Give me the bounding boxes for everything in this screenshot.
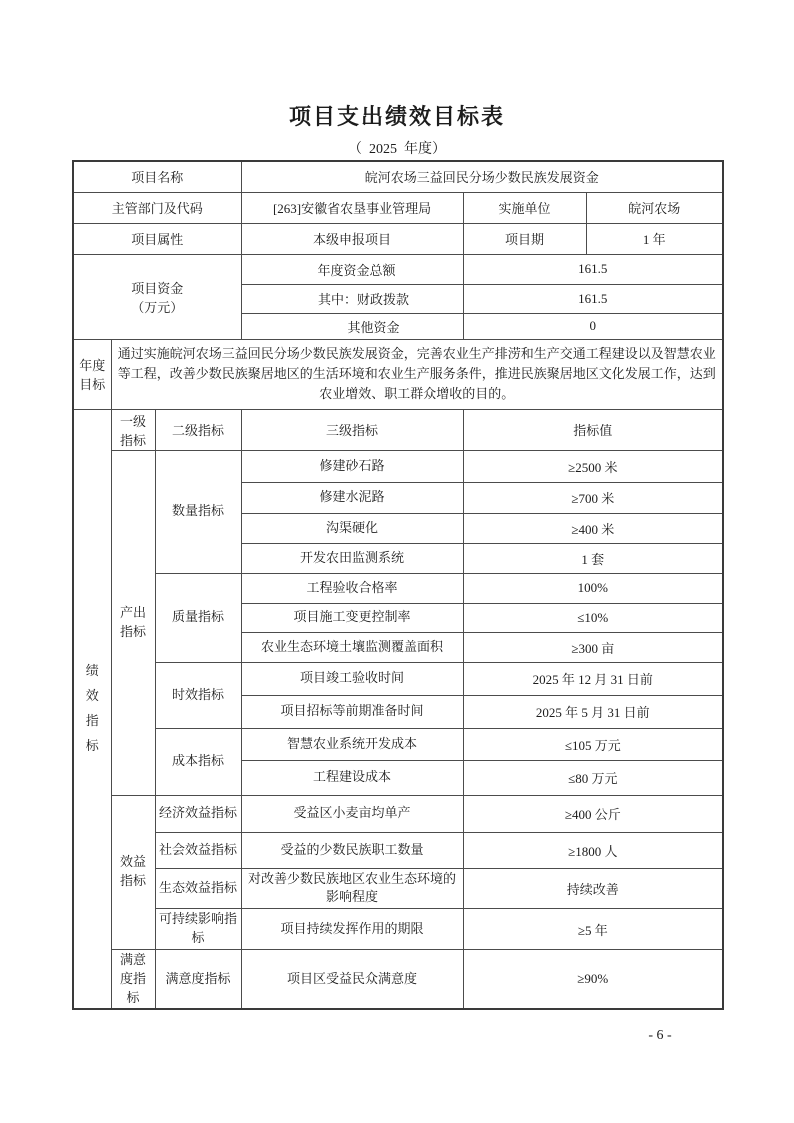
level1-output: 产出指标 [111,450,155,795]
indicator-name: 受益的少数民族职工数量 [241,832,463,868]
dept-value: [263]安徽省农垦事业管理局 [241,192,463,223]
funding-fiscal-value: 161.5 [463,284,723,313]
header-value: 指标值 [463,409,723,450]
funding-other-value: 0 [463,313,723,339]
indicator-value: ≥2500 米 [463,450,723,482]
funding-total-label: 年度资金总额 [241,254,463,284]
performance-indicator-side-label: 绩效指标 [73,409,111,1009]
indicator-name: 修建砂石路 [241,450,463,482]
period-label: 项目期 [463,223,586,254]
indicator-value: ≥700 米 [463,482,723,513]
dept-label: 主管部门及代码 [73,192,241,223]
header-level3: 三级指标 [241,409,463,450]
level2-cost: 成本指标 [155,728,241,795]
indicator-header-row [73,409,723,450]
header-level2: 二级指标 [155,409,241,450]
indicator-name: 项目竣工验收时间 [241,662,463,695]
annual-goal-label: 年度目标 [73,339,111,409]
table-row [73,161,723,192]
indicator-value: ≤10% [463,603,723,632]
indicator-value: 2025 年 12 月 31 日前 [463,662,723,695]
indicator-name: 项目招标等前期准备时间 [241,695,463,728]
indicator-value: 1 套 [463,543,723,573]
level1-benefit: 效益指标 [111,795,155,949]
table-row [73,254,723,284]
page-title: 项目支出绩效目标表 [288,104,505,129]
funding-label-line2: （万元） [131,299,184,315]
impl-unit-label: 实施单位 [463,192,586,223]
indicator-value: 2025 年 5 月 31 日前 [463,695,723,728]
level2-timeliness: 时效指标 [155,662,241,728]
level2-quality: 质量指标 [155,573,241,662]
attr-label: 项目属性 [73,223,241,254]
indicator-name: 智慧农业系统开发成本 [241,728,463,760]
indicator-name: 沟渠硬化 [241,513,463,543]
indicator-row [73,868,723,909]
header-level1: 一级指标 [111,409,155,450]
indicator-name: 工程建设成本 [241,760,463,795]
indicator-value: ≥400 米 [463,513,723,543]
indicator-name: 对改善少数民族地区农业生态环境的影响程度 [241,868,463,909]
funding-other-label: 其他资金 [241,313,463,339]
indicator-name: 开发农田监测系统 [241,543,463,573]
table-row [73,223,723,254]
indicator-row [73,450,723,482]
attr-value: 本级申报项目 [241,223,463,254]
table-row [73,339,723,409]
indicator-value: ≤80 万元 [463,760,723,795]
funding-fiscal-label: 其中：财政拨款 [241,284,463,313]
level2-satisfaction: 满意度指标 [155,949,241,1009]
project-name-value: 皖河农场三益回民分场少数民族发展资金 [241,161,723,192]
indicator-name: 受益区小麦亩均单产 [241,795,463,832]
indicator-value: ≥400 公斤 [463,795,723,832]
indicator-name: 修建水泥路 [241,482,463,513]
indicator-row [73,728,723,760]
performance-target-table [72,160,724,1010]
indicator-row [73,573,723,603]
indicator-value: 100% [463,573,723,603]
funding-label-line1: 项目资金 [131,280,184,296]
indicator-value: ≤105 万元 [463,728,723,760]
indicator-value: ≥5 年 [463,909,723,950]
level2-social: 社会效益指标 [155,832,241,868]
table-row [73,192,723,223]
indicator-row [73,795,723,832]
level2-economic: 经济效益指标 [155,795,241,832]
indicator-name: 农业生态环境土壤监测覆盖面积 [241,632,463,662]
indicator-value: ≥300 亩 [463,632,723,662]
funding-total-value: 161.5 [463,254,723,284]
period-value: 1 年 [586,223,723,254]
indicator-value: 持续改善 [463,868,723,909]
indicator-value: ≥90% [463,949,723,1009]
page-subtitle-year: （ 2025 年度） [348,142,446,157]
level1-satisfaction: 满意度指标 [111,949,155,1009]
impl-unit-value: 皖河农场 [586,192,723,223]
annual-goal-text: 通过实施皖河农场三益回民分场少数民族发展资金，完善农业生产排涝和生产交通工程建设以及智慧农业等工程，改善少数民族聚居地区的生活环境和农业生产服务条件，推进民族聚居地区文化发展工作，达到农业增效、职工群众增收的目的。 [111,339,723,409]
level2-ecological: 生态效益指标 [155,868,241,909]
indicator-row [73,949,723,1009]
indicator-row [73,662,723,695]
indicator-name: 项目区受益民众满意度 [241,949,463,1009]
indicator-name: 工程验收合格率 [241,573,463,603]
project-name-label: 项目名称 [73,161,241,192]
indicator-row [73,909,723,950]
level2-quantity: 数量指标 [155,450,241,573]
indicator-row [73,832,723,868]
funding-label [73,254,241,339]
indicator-name: 项目施工变更控制率 [241,603,463,632]
indicator-value: ≥1800 人 [463,832,723,868]
level2-sustainability: 可持续影响指标 [155,909,241,950]
page-number: - 6 - [648,1028,672,1043]
indicator-name: 项目持续发挥作用的期限 [241,909,463,950]
